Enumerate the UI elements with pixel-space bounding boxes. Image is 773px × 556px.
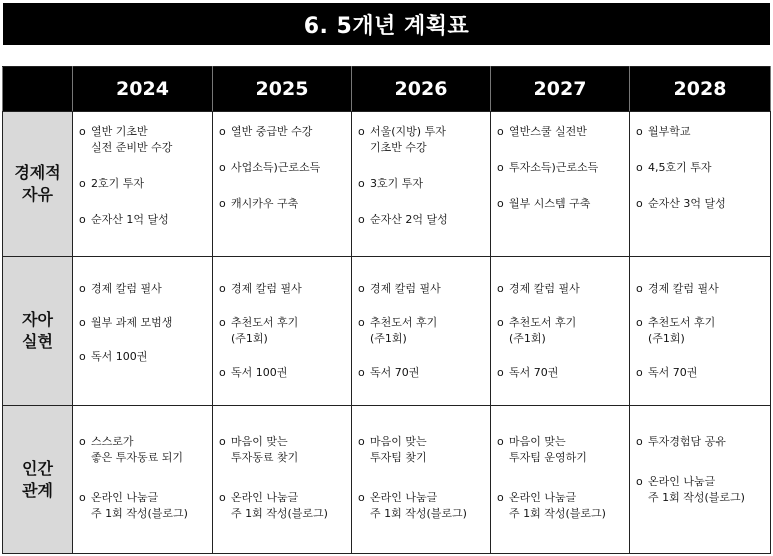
plan-item: o 열반 중급반 수강 bbox=[213, 124, 351, 140]
plan-cell bbox=[630, 406, 771, 554]
page-title: 6. 5개년 계획표 bbox=[3, 3, 770, 45]
plan-item: o 경제 칼럼 필사 bbox=[73, 281, 212, 297]
plan-cell bbox=[352, 112, 491, 257]
plan-cell bbox=[630, 257, 771, 406]
plan-cell bbox=[352, 257, 491, 406]
plan-item: o 독서 70권 bbox=[352, 365, 490, 381]
year-header: 2028 bbox=[630, 67, 771, 112]
plan-item: o 열반스쿨 실전반 bbox=[491, 124, 629, 140]
plan-row-relationships bbox=[3, 406, 771, 554]
plan-cell bbox=[352, 406, 491, 554]
plan-item: o 온라인 나눔글 주 1회 작성(블로그) bbox=[73, 490, 212, 522]
plan-item: o 순자산 2억 달성 bbox=[352, 212, 490, 228]
plan-item: o 사업소득)근로소득 bbox=[213, 160, 351, 176]
plan-item: o 열반 기초반 실전 준비반 수강 bbox=[73, 124, 212, 156]
plan-item: o 독서 100권 bbox=[73, 349, 212, 365]
year-header: 2026 bbox=[352, 67, 491, 112]
plan-item: o 독서 70권 bbox=[630, 365, 770, 381]
plan-item: o 경제 칼럼 필사 bbox=[352, 281, 490, 297]
plan-cell bbox=[213, 406, 352, 554]
plan-item: o 월부학교 bbox=[630, 124, 770, 140]
plan-cell bbox=[491, 257, 630, 406]
plan-item: o 추천도서 후기 (주1회) bbox=[630, 315, 770, 347]
plan-item: o 투자경험담 공유 bbox=[630, 434, 770, 450]
plan-row-economic-freedom bbox=[3, 112, 771, 257]
plan-item: o 4,5호기 투자 bbox=[630, 160, 770, 176]
plan-item: o 마음이 맞는 투자동료 찾기 bbox=[213, 434, 351, 466]
plan-item: o 온라인 나눔글 주 1회 작성(블로그) bbox=[491, 490, 629, 522]
plan-item: o 3호기 투자 bbox=[352, 176, 490, 192]
plan-cell bbox=[213, 257, 352, 406]
plan-item: o 추천도서 후기 (주1회) bbox=[491, 315, 629, 347]
plan-item: o 스스로가 좋은 투자동료 되기 bbox=[73, 434, 212, 466]
plan-item: o 서울(지방) 투자 기초반 수강 bbox=[352, 124, 490, 156]
plan-row-self-realization bbox=[3, 257, 771, 406]
plan-item: o 온라인 나눔글 주 1회 작성(블로그) bbox=[352, 490, 490, 522]
plan-item: o 독서 100권 bbox=[213, 365, 351, 381]
plan-item: o 순자산 1억 달성 bbox=[73, 212, 212, 228]
plan-item: o 캐시카우 구축 bbox=[213, 196, 351, 212]
plan-item: o 투자소득)근로소득 bbox=[491, 160, 629, 176]
plan-cell bbox=[73, 406, 213, 554]
five-year-plan-table bbox=[2, 66, 771, 554]
plan-item: o 경제 칼럼 필사 bbox=[491, 281, 629, 297]
plan-item: o 추천도서 후기 (주1회) bbox=[352, 315, 490, 347]
plan-item: o 경제 칼럼 필사 bbox=[213, 281, 351, 297]
year-header: 2025 bbox=[213, 67, 352, 112]
plan-item: o 마음이 맞는 투자팀 운영하기 bbox=[491, 434, 629, 466]
plan-cell bbox=[491, 406, 630, 554]
plan-item: o 온라인 나눔글 주 1회 작성(블로그) bbox=[213, 490, 351, 522]
corner-cell bbox=[3, 67, 73, 112]
row-label: 경제적 자유 bbox=[3, 112, 73, 257]
plan-item: o 마음이 맞는 투자팀 찾기 bbox=[352, 434, 490, 466]
year-header-row bbox=[3, 67, 771, 112]
plan-item: o 2호기 투자 bbox=[73, 176, 212, 192]
plan-item: o 경제 칼럼 필사 bbox=[630, 281, 770, 297]
plan-cell bbox=[491, 112, 630, 257]
year-header: 2027 bbox=[491, 67, 630, 112]
plan-item: o 독서 70권 bbox=[491, 365, 629, 381]
plan-item: o 월부 시스템 구축 bbox=[491, 196, 629, 212]
plan-cell bbox=[630, 112, 771, 257]
plan-cell bbox=[73, 112, 213, 257]
plan-item: o 월부 과제 모범생 bbox=[73, 315, 212, 331]
plan-item: o 순자산 3억 달성 bbox=[630, 196, 770, 212]
plan-cell bbox=[73, 257, 213, 406]
year-header: 2024 bbox=[73, 67, 213, 112]
plan-item: o 온라인 나눔글 주 1회 작성(블로그) bbox=[630, 474, 770, 506]
plan-cell bbox=[213, 112, 352, 257]
plan-item: o 추천도서 후기 (주1회) bbox=[213, 315, 351, 347]
row-label: 자아 실현 bbox=[3, 257, 73, 406]
row-label: 인간 관계 bbox=[3, 406, 73, 554]
